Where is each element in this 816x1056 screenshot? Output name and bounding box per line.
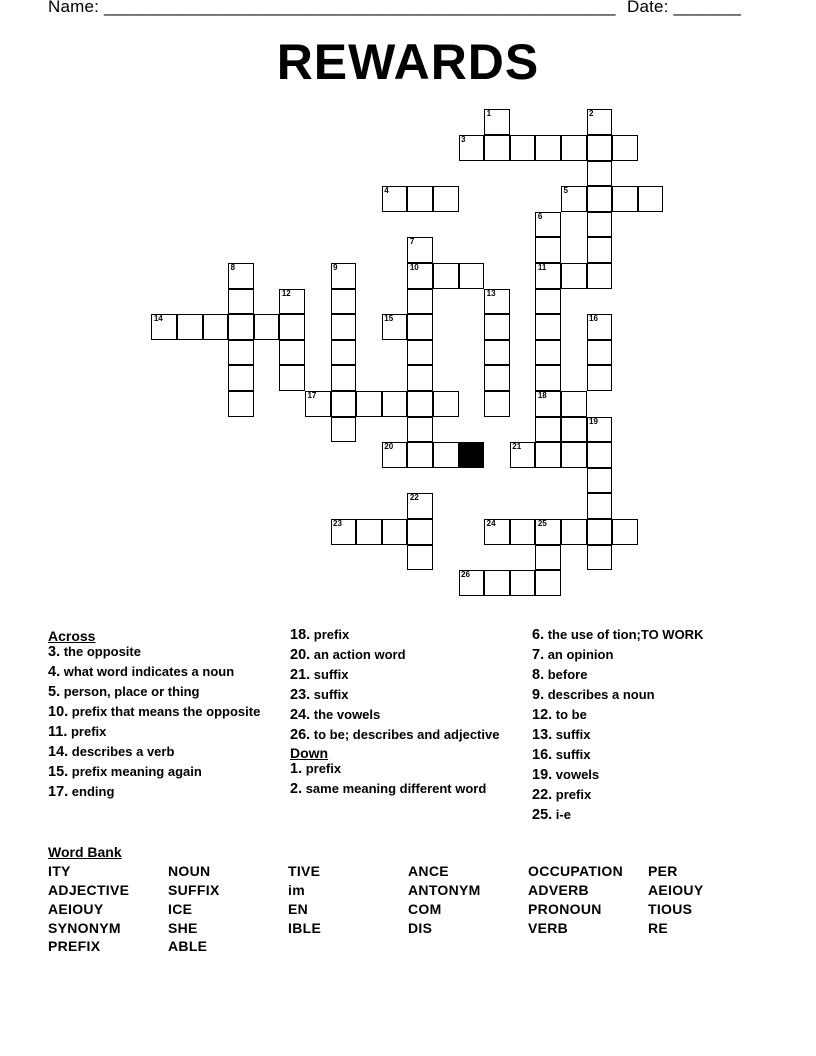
cell-number: 11: [537, 262, 547, 272]
grid-cell[interactable]: [433, 186, 459, 212]
grid-cell[interactable]: [587, 545, 613, 571]
clue-item: [532, 688, 772, 702]
clue-number: 4.: [48, 664, 61, 680]
grid-cell[interactable]: [587, 135, 613, 161]
clue-item: [290, 762, 505, 776]
grid-cell[interactable]: [228, 289, 254, 315]
across-heading: Across: [48, 628, 96, 644]
grid-cell[interactable]: [382, 186, 408, 212]
clue-number: 22.: [532, 787, 553, 803]
word-bank-item: im: [288, 882, 305, 898]
grid-cell[interactable]: [535, 519, 561, 545]
grid-cell[interactable]: [484, 109, 510, 135]
clue-text: the opposite: [60, 644, 141, 659]
word-bank-item: IBLE: [288, 920, 322, 936]
clue-text: an opinion: [544, 647, 614, 662]
clue-text: vowels: [552, 767, 600, 782]
clue-number: 2.: [290, 781, 303, 797]
cell-number: 10: [409, 262, 419, 272]
grid-cell[interactable]: [407, 493, 433, 519]
grid-cell[interactable]: [407, 545, 433, 571]
grid-cell[interactable]: [561, 135, 587, 161]
grid-cell[interactable]: [587, 109, 613, 135]
grid-cell[interactable]: [484, 365, 510, 391]
word-bank-item: OCCUPATION: [528, 863, 624, 879]
down-heading: Down: [290, 745, 329, 761]
word-bank-item: ANTONYM: [408, 882, 481, 898]
clues-column-3: [532, 628, 772, 828]
clue-number: 7.: [532, 647, 545, 663]
clue-number: 14.: [48, 744, 69, 760]
clue-text: to be; describes and adjective: [310, 727, 500, 742]
word-bank-item: DIS: [408, 920, 433, 936]
clue-item: [48, 645, 263, 659]
grid-cell[interactable]: [535, 545, 561, 571]
grid-cell[interactable]: [177, 314, 203, 340]
grid-cell[interactable]: [228, 263, 254, 289]
grid-cell[interactable]: [331, 417, 357, 443]
clue-number: 1.: [290, 761, 303, 777]
clue-item: [48, 665, 263, 679]
grid-cell[interactable]: [535, 289, 561, 315]
cell-number: 6: [537, 211, 543, 221]
cell-number: 22: [409, 493, 419, 503]
grid-cell[interactable]: [151, 314, 177, 340]
word-bank-item: AEIOUY: [648, 882, 704, 898]
cell-number: 20: [384, 442, 394, 452]
clue-number: 9.: [532, 687, 545, 703]
grid-cell[interactable]: [484, 135, 510, 161]
grid-cell[interactable]: [561, 263, 587, 289]
word-bank-item: ANCE: [408, 863, 449, 879]
grid-cell[interactable]: [587, 263, 613, 289]
clue-number: 19.: [532, 767, 553, 783]
grid-cell[interactable]: [382, 314, 408, 340]
grid-cell[interactable]: [254, 314, 280, 340]
grid-cell[interactable]: [484, 314, 510, 340]
grid-cell[interactable]: [305, 391, 331, 417]
clue-text: prefix: [302, 761, 342, 776]
clue-text: to be: [552, 707, 587, 722]
clue-number: 6.: [532, 627, 545, 643]
clue-text: the vowels: [310, 707, 381, 722]
grid-cell[interactable]: [587, 417, 613, 443]
grid-cell[interactable]: [612, 186, 638, 212]
cell-number: 18: [537, 390, 547, 400]
word-bank-title: Word Bank: [48, 844, 122, 860]
clues-column-2: [290, 628, 505, 802]
grid-cell[interactable]: [228, 391, 254, 417]
clue-text: prefix that means the opposite: [68, 704, 261, 719]
cell-number: 7: [409, 237, 415, 247]
clue-number: 21.: [290, 667, 311, 683]
grid-cell[interactable]: [459, 263, 485, 289]
clue-number: 18.: [290, 627, 311, 643]
clue-text: an action word: [310, 647, 406, 662]
grid-cell[interactable]: [561, 186, 587, 212]
clue-text: before: [544, 667, 588, 682]
cell-number: 24: [486, 518, 496, 528]
grid-cell[interactable]: [612, 135, 638, 161]
clue-text: person, place or thing: [60, 684, 200, 699]
cell-number: 23: [333, 518, 342, 528]
clue-text: what word indicates a noun: [60, 664, 235, 679]
black-cell: [459, 442, 485, 468]
clue-item: [532, 808, 772, 822]
word-bank-item: ADJECTIVE: [48, 882, 130, 898]
clue-number: 8.: [532, 667, 545, 683]
word-bank-item: VERB: [528, 920, 569, 936]
grid-cell[interactable]: [535, 365, 561, 391]
grid-cell[interactable]: [484, 289, 510, 315]
clue-number: 11.: [48, 724, 68, 740]
clue-item: [48, 785, 263, 799]
grid-cell[interactable]: [459, 570, 485, 596]
grid-cell[interactable]: [587, 340, 613, 366]
grid-cell[interactable]: [535, 340, 561, 366]
cell-number: 4: [384, 186, 389, 196]
cell-number: 26: [461, 570, 470, 580]
grid-cell[interactable]: [356, 391, 382, 417]
grid-cell[interactable]: [535, 314, 561, 340]
clues-column-1: [48, 628, 263, 805]
clue-text: describes a verb: [68, 744, 175, 759]
grid-cell[interactable]: [279, 340, 305, 366]
cell-number: 16: [589, 314, 598, 324]
clue-text: i-e: [552, 807, 571, 822]
grid-cell[interactable]: [638, 186, 664, 212]
cell-number: 13: [486, 288, 496, 298]
clue-text: prefix: [552, 787, 592, 802]
grid-cell[interactable]: [382, 391, 408, 417]
grid-cell[interactable]: [407, 417, 433, 443]
name-label: Name: _____________________________________________________: [48, 0, 616, 16]
clue-number: 5.: [48, 684, 61, 700]
clue-item: [532, 768, 772, 782]
clue-item: [290, 628, 505, 642]
clue-text: suffix: [310, 667, 349, 682]
grid-cell[interactable]: [587, 365, 613, 391]
date-label: Date: _______: [627, 0, 742, 16]
clue-text: prefix: [310, 627, 350, 642]
grid-cell[interactable]: [535, 263, 561, 289]
cell-number: 19: [589, 416, 598, 426]
clue-item: [532, 648, 772, 662]
grid-cell[interactable]: [510, 570, 536, 596]
cell-number: 3: [461, 134, 466, 144]
word-bank-item: SHE: [168, 920, 198, 936]
word-bank-item: COM: [408, 901, 442, 917]
word-bank-item: EN: [288, 901, 309, 917]
clue-number: 24.: [290, 707, 311, 723]
grid-cell[interactable]: [407, 391, 433, 417]
grid-cell[interactable]: [510, 442, 536, 468]
grid-cell[interactable]: [356, 519, 382, 545]
clue-text: ending: [68, 784, 115, 799]
grid-cell[interactable]: [484, 340, 510, 366]
clue-item: [532, 628, 772, 642]
grid-cell[interactable]: [535, 237, 561, 263]
grid-cell[interactable]: [433, 442, 459, 468]
word-bank-item: AEIOUY: [48, 901, 104, 917]
clue-text: suffix: [552, 747, 591, 762]
clue-text: prefix: [67, 724, 107, 739]
word-bank-item: PRONOUN: [528, 901, 602, 917]
clue-number: 25.: [532, 807, 553, 823]
clue-number: 10.: [48, 704, 69, 720]
cell-number: 2: [589, 109, 594, 119]
clue-item: [48, 725, 263, 739]
grid-cell[interactable]: [407, 519, 433, 545]
grid-cell[interactable]: [407, 237, 433, 263]
clue-item: [532, 728, 772, 742]
clue-text: same meaning different word: [302, 781, 487, 796]
grid-cell[interactable]: [331, 340, 357, 366]
grid-cell[interactable]: [484, 570, 510, 596]
grid-cell[interactable]: [433, 263, 459, 289]
clue-item: [532, 668, 772, 682]
word-bank-item: TIOUS: [648, 901, 693, 917]
grid-cell[interactable]: [407, 186, 433, 212]
word-bank-item: SUFFIX: [168, 882, 220, 898]
grid-cell[interactable]: [407, 263, 433, 289]
clue-item: [48, 685, 263, 699]
cell-number: 9: [333, 262, 338, 272]
clue-item: [290, 728, 505, 742]
clue-item: [532, 708, 772, 722]
clue-number: 26.: [290, 727, 311, 743]
grid-cell[interactable]: [331, 263, 357, 289]
grid-cell[interactable]: [228, 365, 254, 391]
word-bank-item: ICE: [168, 901, 193, 917]
clue-number: 3.: [48, 644, 61, 660]
grid-cell[interactable]: [279, 314, 305, 340]
clue-number: 16.: [532, 747, 553, 763]
grid-cell[interactable]: [407, 365, 433, 391]
clue-number: 12.: [532, 707, 553, 723]
grid-cell[interactable]: [587, 442, 613, 468]
grid-cell[interactable]: [587, 186, 613, 212]
grid-cell[interactable]: [587, 212, 613, 238]
clue-number: 23.: [290, 687, 311, 703]
word-bank-item: PER: [648, 863, 678, 879]
grid-cell[interactable]: [484, 391, 510, 417]
grid-cell[interactable]: [407, 289, 433, 315]
clue-number: 13.: [532, 727, 553, 743]
clue-text: prefix meaning again: [68, 764, 202, 779]
cell-number: 1: [486, 109, 492, 119]
grid-cell[interactable]: [561, 442, 587, 468]
cell-number: 8: [230, 262, 236, 272]
grid-cell[interactable]: [561, 417, 587, 443]
grid-cell[interactable]: [535, 417, 561, 443]
grid-cell[interactable]: [587, 161, 613, 187]
grid-cell[interactable]: [382, 442, 408, 468]
grid-cell[interactable]: [612, 519, 638, 545]
grid-cell[interactable]: [535, 570, 561, 596]
grid-cell[interactable]: [587, 314, 613, 340]
grid-cell[interactable]: [510, 519, 536, 545]
clue-item: [48, 705, 263, 719]
grid-cell[interactable]: [331, 365, 357, 391]
grid-cell[interactable]: [510, 135, 536, 161]
grid-cell[interactable]: [535, 212, 561, 238]
grid-cell[interactable]: [587, 493, 613, 519]
clue-item: [290, 688, 505, 702]
grid-cell[interactable]: [535, 135, 561, 161]
grid-cell[interactable]: [331, 519, 357, 545]
word-bank-item: ADVERB: [528, 882, 589, 898]
clue-text: suffix: [310, 687, 349, 702]
grid-cell[interactable]: [279, 365, 305, 391]
clue-text: the use of tion;TO WORK: [544, 627, 704, 642]
cell-number: 25: [537, 518, 547, 528]
clue-item: [532, 788, 772, 802]
clue-item: [290, 648, 505, 662]
cell-number: 15: [384, 314, 394, 324]
clue-text: suffix: [552, 727, 591, 742]
grid-cell[interactable]: [228, 314, 254, 340]
grid-cell[interactable]: [407, 314, 433, 340]
clue-item: [48, 765, 263, 779]
grid-cell[interactable]: [459, 135, 485, 161]
word-bank-item: NOUN: [168, 863, 211, 879]
grid-cell[interactable]: [331, 289, 357, 315]
grid-cell[interactable]: [535, 442, 561, 468]
clue-number: 20.: [290, 647, 311, 663]
cell-number: 14: [153, 314, 163, 324]
grid-cell[interactable]: [561, 391, 587, 417]
grid-cell[interactable]: [587, 519, 613, 545]
clue-text: describes a noun: [544, 687, 655, 702]
grid-cell[interactable]: [433, 391, 459, 417]
word-bank-item: PREFIX: [48, 938, 101, 954]
grid-cell[interactable]: [331, 391, 357, 417]
cell-number: 21: [512, 442, 522, 452]
word-bank-item: ITY: [48, 863, 71, 879]
cell-number: 5: [563, 186, 568, 196]
grid-cell[interactable]: [279, 289, 305, 315]
clue-item: [290, 782, 505, 796]
grid-cell[interactable]: [484, 519, 510, 545]
grid-cell[interactable]: [407, 442, 433, 468]
cell-number: 17: [307, 390, 317, 400]
grid-cell[interactable]: [407, 340, 433, 366]
word-bank-item: SYNONYM: [48, 920, 121, 936]
clue-item: [290, 668, 505, 682]
grid-cell[interactable]: [331, 314, 357, 340]
grid-cell[interactable]: [535, 391, 561, 417]
word-bank-item: TIVE: [288, 863, 321, 879]
grid-cell[interactable]: [561, 519, 587, 545]
grid-cell[interactable]: [228, 340, 254, 366]
word-bank-item: ABLE: [168, 938, 208, 954]
grid-cell[interactable]: [587, 237, 613, 263]
puzzle-title: REWARDS: [276, 34, 540, 90]
word-bank-item: RE: [648, 920, 669, 936]
grid-cell[interactable]: [587, 468, 613, 494]
clue-number: 17.: [48, 784, 69, 800]
cell-number: 12: [281, 288, 291, 298]
grid-cell[interactable]: [203, 314, 229, 340]
grid-cell[interactable]: [382, 519, 408, 545]
clue-item: [532, 748, 772, 762]
clue-item: [48, 745, 263, 759]
clue-item: [290, 708, 505, 722]
clue-number: 15.: [48, 764, 69, 780]
